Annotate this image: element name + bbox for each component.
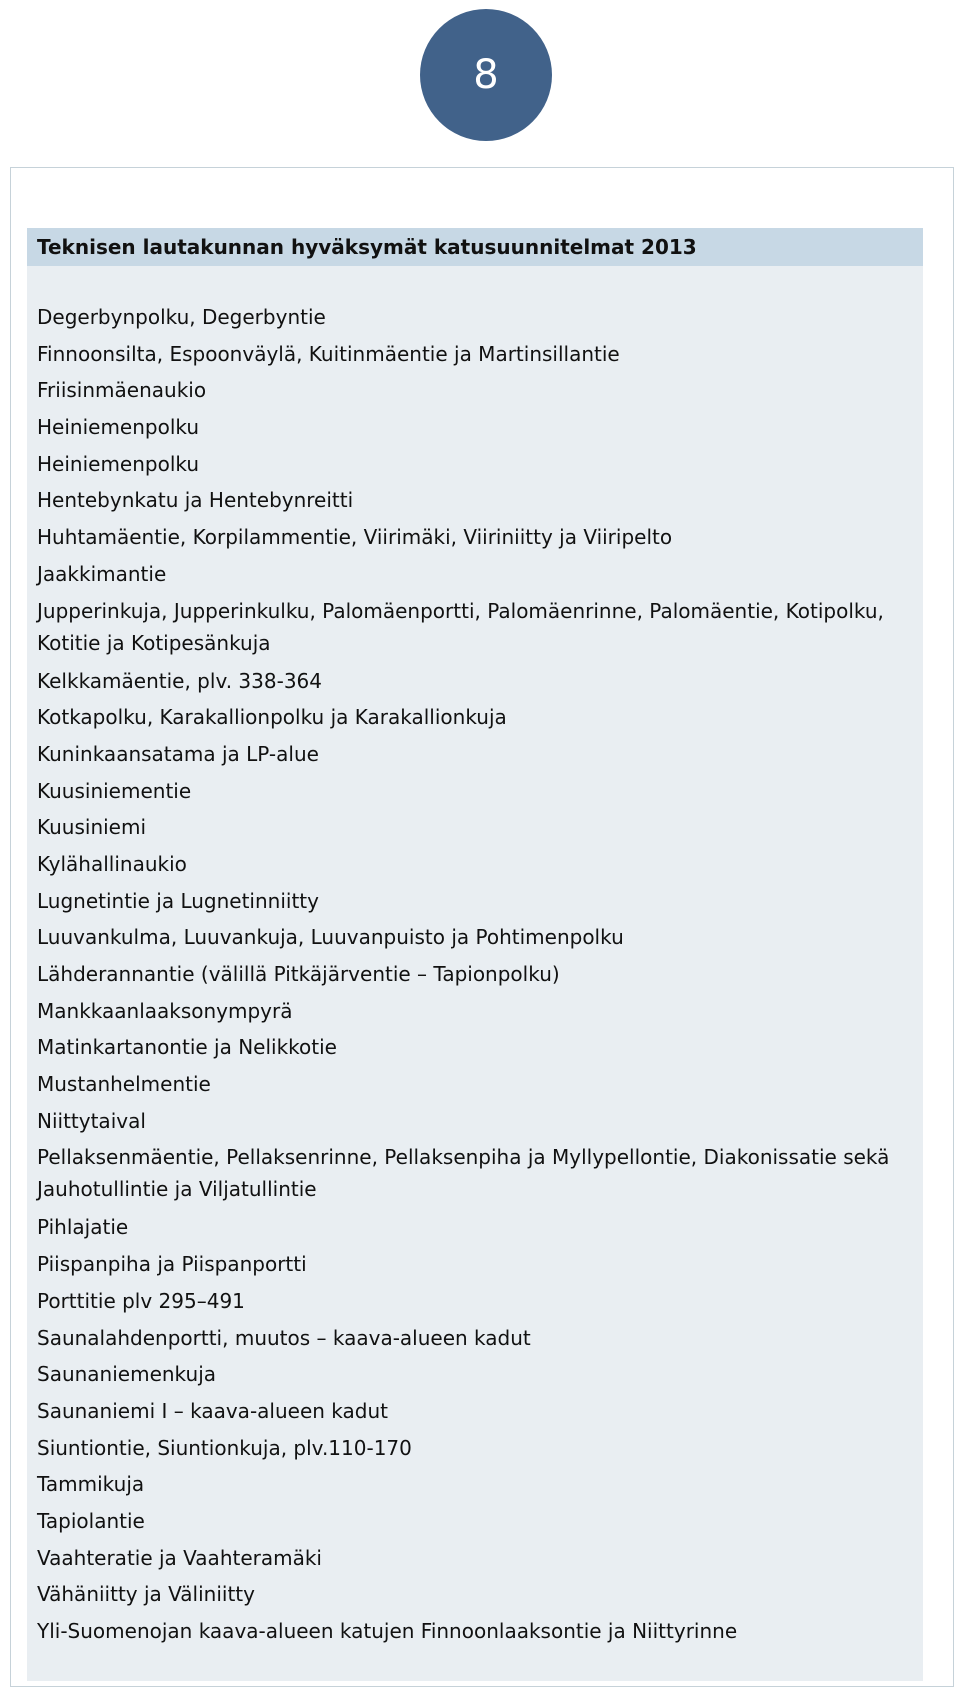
list-item: Saunaniemi I – kaava-alueen kadut bbox=[37, 1398, 388, 1423]
page-number-badge: 8 bbox=[420, 9, 552, 141]
list-item: Luuvankulma, Luuvankuja, Luuvanpuisto ja Pohtimenpolku bbox=[37, 925, 624, 950]
list-item: Lugnetintie ja Lugnetinniitty bbox=[37, 888, 319, 913]
list-item: Kelkkamäentie, plv. 338-364 bbox=[37, 668, 322, 693]
list-item: Vaahteratie ja Vaahteramäki bbox=[37, 1545, 322, 1570]
list-item: Mustanhelmentie bbox=[37, 1072, 211, 1097]
list-item: Jupperinkuja, Jupperinkulku, Palomäenportti, Palomäenrinne, Palomäentie, Kotipolku, Kotitie ja Kotipesänkuja bbox=[37, 598, 884, 655]
list-item: Vähäniitty ja Väliniitty bbox=[37, 1582, 255, 1607]
list-item: Yli-Suomenojan kaava-alueen katujen Finnoonlaaksontie ja Niittyrinne bbox=[37, 1619, 738, 1643]
list-item: Piispanpiha ja Piispanportti bbox=[37, 1252, 307, 1277]
list-item: Finnoonsilta, Espoonväylä, Kuitinmäentie ja Martinsillantie bbox=[37, 341, 620, 366]
list-item: Mankkaanlaaksonympyrä bbox=[37, 998, 293, 1023]
list-item: Hentebynkatu ja Hentebynreitti bbox=[37, 488, 354, 513]
list-item: Tammikuja bbox=[37, 1472, 145, 1497]
list-item: Matinkartanontie ja Nelikkotie bbox=[37, 1035, 337, 1060]
list-item: Pihlajatie bbox=[37, 1215, 129, 1240]
list-item: Tapiolantie bbox=[37, 1508, 145, 1533]
list-item: Pellaksenmäentie, Pellaksenrinne, Pellaksenpiha ja Myllypellontie, Diakonissatie sekä Jauhotullintie ja Viljatullintie bbox=[37, 1145, 890, 1202]
table-title: Teknisen lautakunnan hyväksymät katusuunnitelmat 2013 bbox=[37, 235, 697, 259]
list-item: Heiniemenpolku bbox=[37, 451, 200, 476]
list-item: Saunaniemenkuja bbox=[37, 1362, 217, 1387]
list-item: Degerbynpolku, Degerbyntie bbox=[37, 305, 326, 329]
list-item: Niittytaival bbox=[37, 1108, 146, 1133]
list-item: Heiniemenpolku bbox=[37, 415, 200, 440]
list-item: Friisinmäenaukio bbox=[37, 378, 207, 403]
list-item: Huhtamäentie, Korpilammentie, Viirimäki, Viiriniitty ja Viiripelto bbox=[37, 525, 673, 550]
list-item: Kylähallinaukio bbox=[37, 851, 187, 876]
list-item: Porttitie plv 295–491 bbox=[37, 1288, 245, 1313]
list-item: Kuusiniementie bbox=[37, 778, 192, 803]
list-item: Lähderannantie (välillä Pitkäjärventie – Tapionpolku) bbox=[37, 962, 560, 986]
table-header bbox=[27, 228, 923, 266]
list-item: Jaakkimantie bbox=[37, 561, 167, 586]
list-item: Kuninkaansatama ja LP-alue bbox=[37, 741, 319, 766]
list-item: Saunalahdenportti, muutos – kaava-alueen kadut bbox=[37, 1325, 531, 1350]
list-item: Kuusiniemi bbox=[37, 815, 147, 840]
street-plan-table bbox=[27, 228, 923, 1681]
street-list bbox=[37, 301, 917, 1652]
list-item: Siuntiontie, Siuntionkuja, plv.110-170 bbox=[37, 1435, 412, 1460]
list-item: Kotkapolku, Karakallionpolku ja Karakallionkuja bbox=[37, 705, 507, 730]
